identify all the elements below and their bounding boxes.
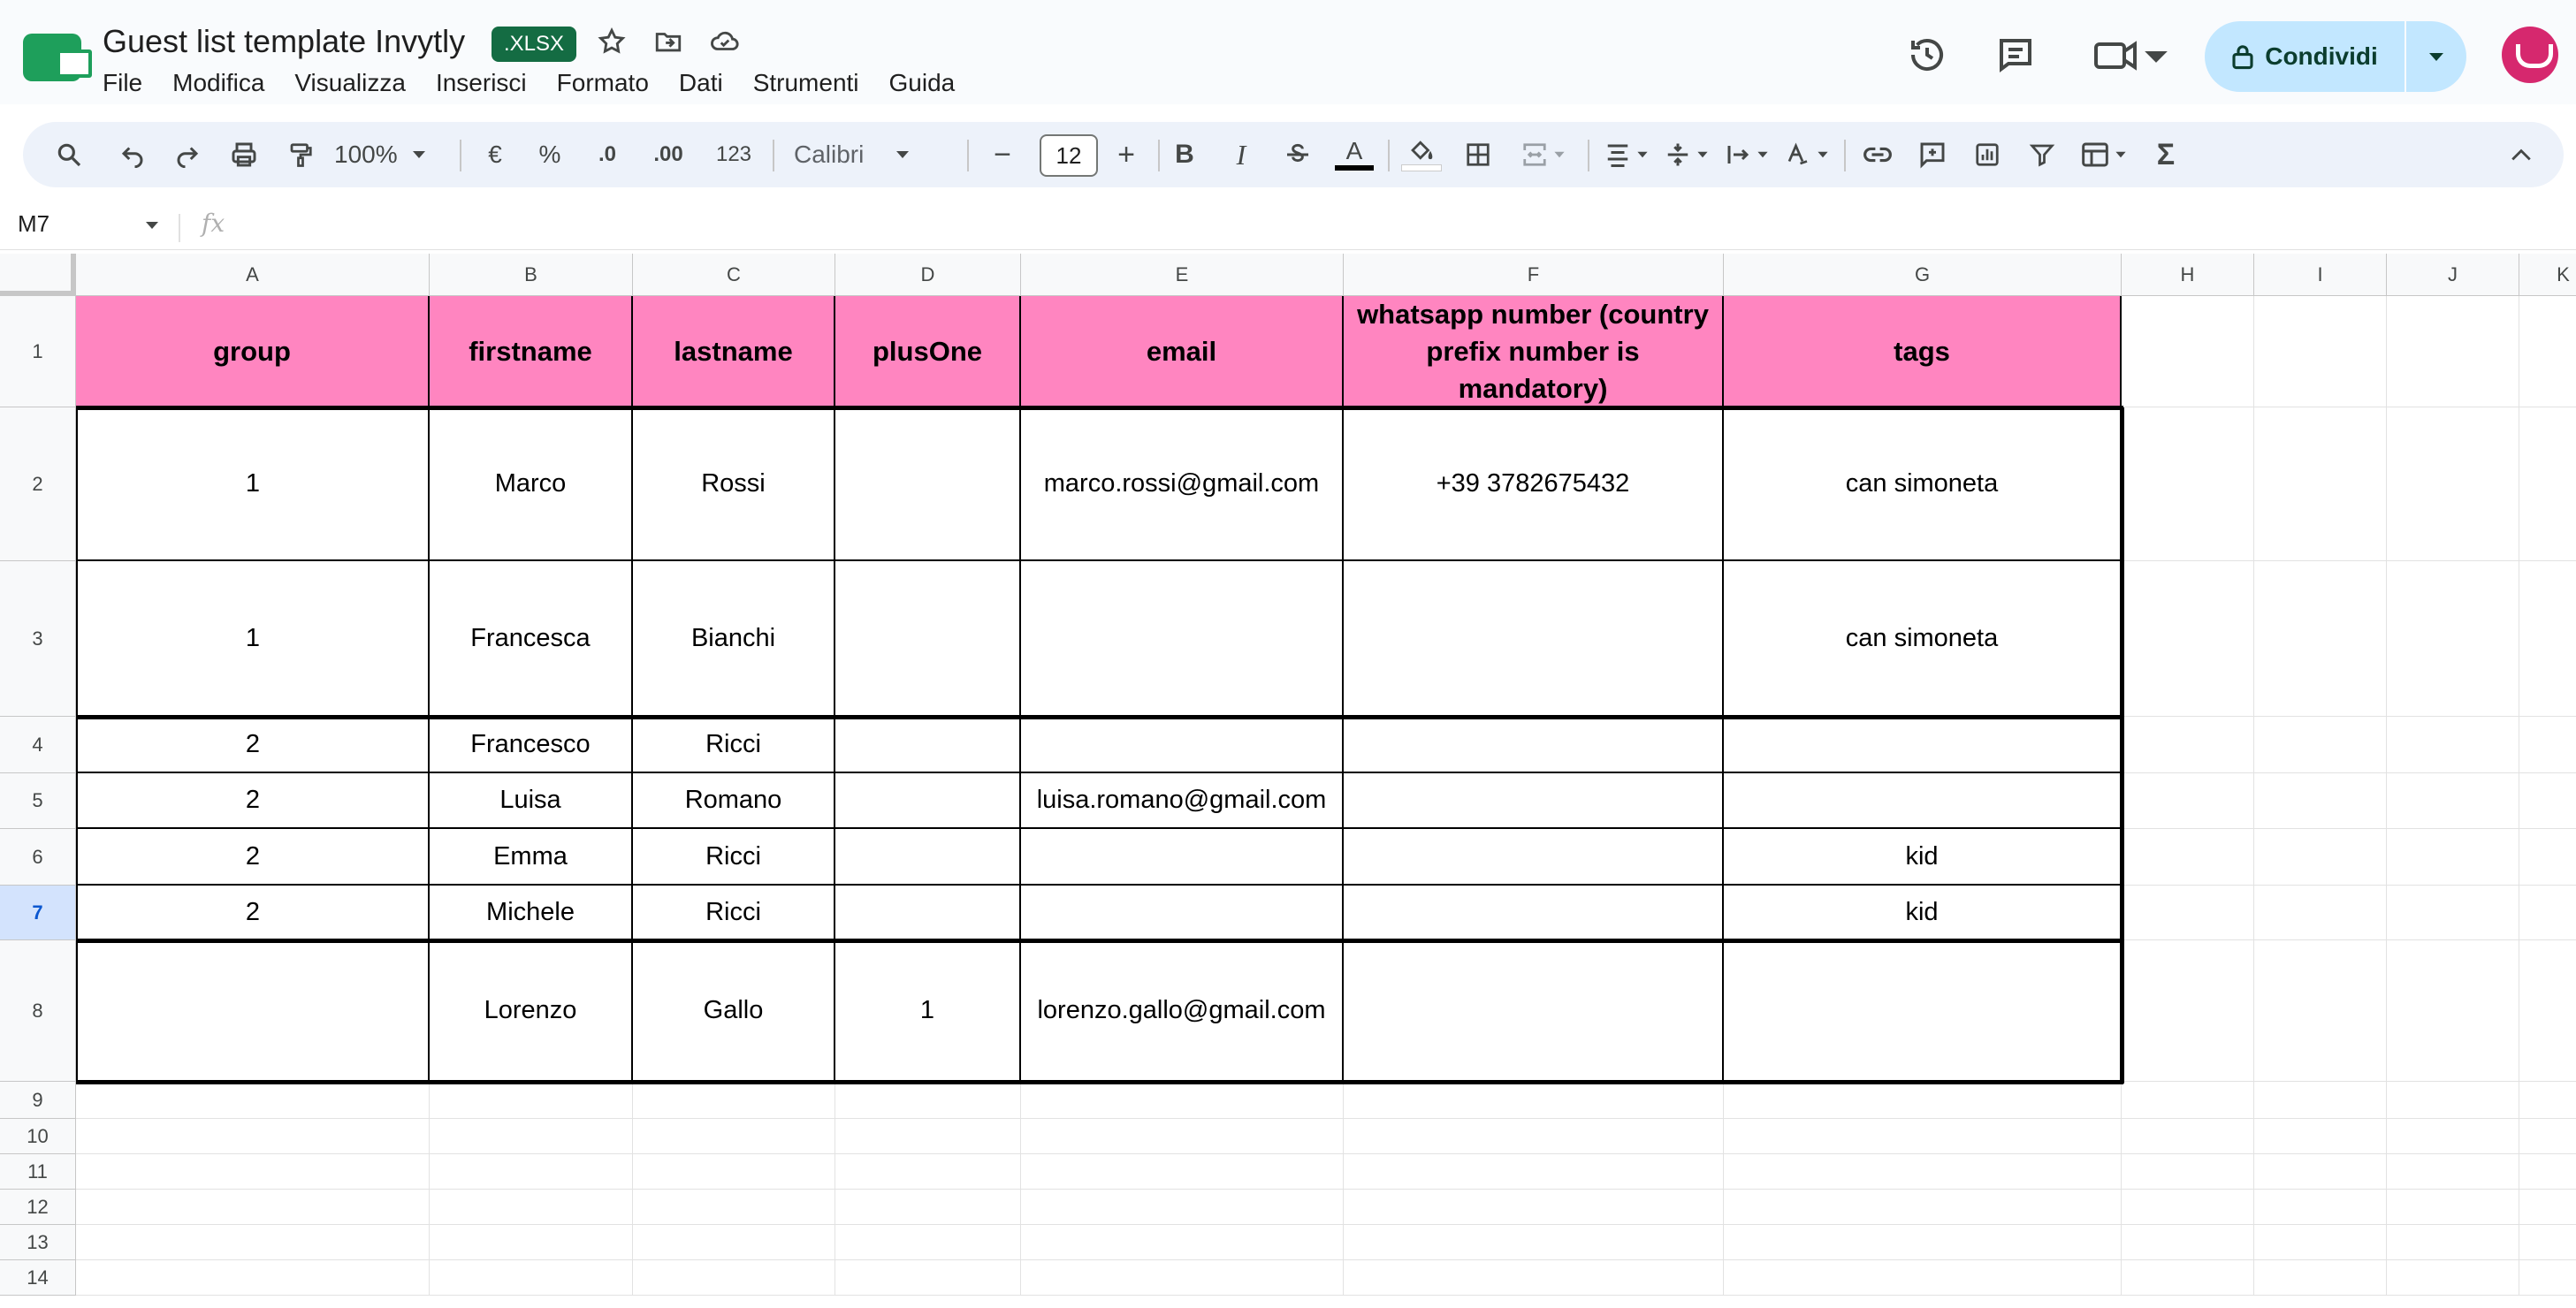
cell[interactable] bbox=[2122, 561, 2254, 717]
cell[interactable] bbox=[2254, 940, 2387, 1082]
cell[interactable] bbox=[2519, 886, 2576, 940]
row-header-14[interactable]: 14 bbox=[0, 1260, 76, 1296]
cell[interactable] bbox=[2122, 1154, 2254, 1190]
cell[interactable] bbox=[2387, 296, 2519, 407]
cell[interactable] bbox=[2519, 1082, 2576, 1119]
cell[interactable] bbox=[1021, 1082, 1344, 1119]
column-header-g[interactable]: G bbox=[1724, 254, 2122, 296]
cell[interactable] bbox=[1344, 1154, 1724, 1190]
cell[interactable] bbox=[2519, 717, 2576, 773]
toolbar-divider bbox=[1158, 140, 1160, 171]
data-cell[interactable] bbox=[1344, 561, 1724, 717]
cloud-saved-icon[interactable] bbox=[707, 27, 743, 62]
cell[interactable] bbox=[2122, 1082, 2254, 1119]
header-cell-g[interactable]: tags bbox=[1724, 296, 2122, 407]
cell[interactable] bbox=[2519, 561, 2576, 717]
vertical-align-button[interactable] bbox=[1657, 122, 1717, 187]
header-cell-c[interactable]: lastname bbox=[633, 296, 835, 407]
cell[interactable] bbox=[1724, 1225, 2122, 1260]
toolbar-divider bbox=[773, 140, 774, 171]
row-header-8[interactable]: 8 bbox=[0, 940, 76, 1082]
data-cell[interactable] bbox=[835, 407, 1021, 561]
cell[interactable] bbox=[2122, 829, 2254, 886]
font-size-increase-button[interactable]: + bbox=[1117, 137, 1135, 171]
vertical-align-icon bbox=[1665, 141, 1691, 168]
data-cell[interactable]: Michele bbox=[430, 886, 633, 940]
text-rotation-icon bbox=[1785, 141, 1811, 168]
cell[interactable] bbox=[2122, 1225, 2254, 1260]
column-header-e[interactable]: E bbox=[1021, 254, 1344, 296]
data-cell[interactable]: 1 bbox=[76, 561, 430, 717]
cell[interactable] bbox=[1724, 1260, 2122, 1296]
menu-view[interactable]: Visualizza bbox=[294, 69, 406, 96]
cell[interactable] bbox=[2254, 1190, 2387, 1225]
data-cell[interactable]: 1 bbox=[76, 407, 430, 561]
data-cell[interactable]: Gallo bbox=[633, 940, 835, 1082]
cell[interactable] bbox=[430, 1119, 633, 1154]
share-button-group bbox=[2205, 21, 2466, 92]
column-header-b[interactable]: B bbox=[430, 254, 633, 296]
column-header-k[interactable]: K bbox=[2519, 254, 2576, 296]
cell[interactable] bbox=[1724, 1119, 2122, 1154]
data-cell[interactable] bbox=[1021, 886, 1344, 940]
group-border bbox=[76, 715, 2123, 719]
cell[interactable] bbox=[1724, 1190, 2122, 1225]
cell[interactable] bbox=[76, 1190, 430, 1225]
cell[interactable] bbox=[2122, 940, 2254, 1082]
cell[interactable] bbox=[2122, 1190, 2254, 1225]
print-icon[interactable] bbox=[223, 122, 265, 187]
cell[interactable] bbox=[2387, 1119, 2519, 1154]
cell[interactable] bbox=[633, 1225, 835, 1260]
font-family-select[interactable] bbox=[794, 122, 953, 187]
cell[interactable] bbox=[2519, 1154, 2576, 1190]
header-cell-e[interactable]: email bbox=[1021, 296, 1344, 407]
toolbar-divider bbox=[967, 140, 969, 171]
cell[interactable] bbox=[2519, 1260, 2576, 1296]
cell[interactable] bbox=[2254, 1154, 2387, 1190]
text-color-swatch bbox=[1335, 165, 1374, 171]
avatar[interactable] bbox=[2502, 27, 2558, 83]
data-cell[interactable]: kid bbox=[1724, 886, 2122, 940]
data-cell[interactable] bbox=[835, 773, 1021, 829]
text-wrapping-button[interactable] bbox=[1717, 122, 1777, 187]
data-cell[interactable]: luisa.romano@gmail.com bbox=[1021, 773, 1344, 829]
cell[interactable] bbox=[430, 1082, 633, 1119]
cell[interactable] bbox=[2122, 717, 2254, 773]
caret-down-icon bbox=[1553, 151, 1566, 158]
cell[interactable] bbox=[76, 1225, 430, 1260]
undo-icon[interactable] bbox=[111, 122, 154, 187]
cell[interactable] bbox=[2387, 886, 2519, 940]
row-header-10[interactable]: 10 bbox=[0, 1119, 76, 1154]
merge-cells-button[interactable] bbox=[1512, 122, 1575, 187]
search-menus-icon[interactable] bbox=[48, 122, 90, 187]
horizontal-align-button[interactable] bbox=[1597, 122, 1657, 187]
insert-link-icon[interactable] bbox=[1856, 122, 1899, 187]
cell[interactable] bbox=[1724, 1154, 2122, 1190]
header-cell-f[interactable]: whatsapp number (country prefix number is mandatory) bbox=[1344, 296, 1724, 407]
data-cell[interactable] bbox=[1021, 829, 1344, 886]
cell[interactable] bbox=[430, 1154, 633, 1190]
menu-file[interactable]: File bbox=[103, 69, 143, 96]
cell[interactable] bbox=[2387, 1154, 2519, 1190]
table-right-border bbox=[2120, 407, 2124, 1084]
data-cell[interactable] bbox=[1344, 717, 1724, 773]
header-cell-a[interactable]: group bbox=[76, 296, 430, 407]
cell[interactable] bbox=[2254, 407, 2387, 561]
data-cell[interactable] bbox=[1724, 940, 2122, 1082]
comments-icon[interactable] bbox=[1994, 34, 2040, 80]
cell[interactable] bbox=[1344, 1119, 1724, 1154]
formula-input[interactable] bbox=[248, 205, 2564, 249]
cell[interactable] bbox=[1344, 1082, 1724, 1119]
data-cell[interactable] bbox=[1344, 773, 1724, 829]
cell[interactable] bbox=[835, 1154, 1021, 1190]
cell[interactable] bbox=[2254, 717, 2387, 773]
data-cell[interactable] bbox=[1344, 886, 1724, 940]
group-border bbox=[76, 939, 2123, 943]
increase-decimals-label: .00 bbox=[653, 142, 683, 166]
cell[interactable] bbox=[2254, 296, 2387, 407]
cell[interactable] bbox=[2254, 829, 2387, 886]
cell[interactable] bbox=[633, 1082, 835, 1119]
data-cell[interactable]: can simoneta bbox=[1724, 561, 2122, 717]
data-cell[interactable]: kid bbox=[1724, 829, 2122, 886]
row-header-6[interactable]: 6 bbox=[0, 829, 76, 886]
cell[interactable] bbox=[2254, 1119, 2387, 1154]
cell[interactable] bbox=[835, 1225, 1021, 1260]
cell[interactable] bbox=[2387, 1260, 2519, 1296]
zoom-value: 100% bbox=[334, 141, 398, 168]
borders-icon[interactable] bbox=[1457, 122, 1499, 187]
row-header-7[interactable]: 7 bbox=[0, 886, 76, 940]
spreadsheet-grid[interactable] bbox=[0, 254, 2576, 1308]
cell[interactable] bbox=[2254, 886, 2387, 940]
cell[interactable] bbox=[2387, 561, 2519, 717]
formula-divider bbox=[179, 214, 180, 242]
data-cell[interactable]: 2 bbox=[76, 886, 430, 940]
cell[interactable] bbox=[1021, 1260, 1344, 1296]
data-cell[interactable]: marco.rossi@gmail.com bbox=[1021, 407, 1344, 561]
menu-insert[interactable]: Inserisci bbox=[435, 69, 527, 96]
filter-icon[interactable] bbox=[2021, 122, 2063, 187]
paint-bucket-icon bbox=[1408, 138, 1435, 163]
row-header-5[interactable]: 5 bbox=[0, 773, 76, 829]
cell[interactable] bbox=[2519, 296, 2576, 407]
paint-format-icon[interactable] bbox=[279, 122, 322, 187]
zoom-select[interactable] bbox=[334, 122, 440, 187]
merge-cells-icon bbox=[1521, 141, 1548, 168]
select-all-corner[interactable] bbox=[0, 254, 76, 296]
data-cell[interactable]: 2 bbox=[76, 829, 430, 886]
decrease-decimals-button[interactable] bbox=[585, 122, 629, 187]
cell[interactable] bbox=[2122, 296, 2254, 407]
toolbar-divider bbox=[1588, 140, 1589, 171]
text-color-letter: A bbox=[1345, 137, 1363, 164]
data-cell[interactable] bbox=[1344, 940, 1724, 1082]
data-cell[interactable]: Ricci bbox=[633, 886, 835, 940]
cell[interactable] bbox=[633, 1119, 835, 1154]
fx-label: fx bbox=[202, 209, 225, 238]
column-header-i[interactable]: I bbox=[2254, 254, 2387, 296]
menu-tools[interactable]: Strumenti bbox=[752, 69, 859, 96]
cell[interactable] bbox=[2519, 1190, 2576, 1225]
caret-down-icon bbox=[2115, 151, 2127, 158]
currency-format-button[interactable]: € bbox=[488, 141, 502, 168]
cell[interactable] bbox=[1021, 1119, 1344, 1154]
data-cell[interactable]: Luisa bbox=[430, 773, 633, 829]
move-folder-icon[interactable] bbox=[651, 27, 686, 62]
file-format-badge: .XLSX bbox=[492, 27, 576, 62]
font-size-decrease-button[interactable]: − bbox=[994, 137, 1011, 171]
group-border bbox=[76, 1080, 2123, 1084]
row-header-3[interactable]: 3 bbox=[0, 561, 76, 717]
row-header-2[interactable]: 2 bbox=[0, 407, 76, 561]
caret-down-icon bbox=[1696, 151, 1709, 158]
text-color-button[interactable] bbox=[1333, 122, 1376, 187]
group-border bbox=[76, 406, 2123, 410]
cell[interactable] bbox=[76, 1082, 430, 1119]
bold-button[interactable]: B bbox=[1175, 140, 1194, 169]
text-wrap-icon bbox=[1725, 141, 1751, 168]
share-button[interactable] bbox=[2205, 21, 2405, 92]
data-cell[interactable]: Francesca bbox=[430, 561, 633, 717]
column-header-f[interactable]: F bbox=[1344, 254, 1724, 296]
data-cell[interactable]: Lorenzo bbox=[430, 940, 633, 1082]
fill-color-swatch bbox=[1401, 164, 1442, 171]
row-header-13[interactable]: 13 bbox=[0, 1225, 76, 1260]
caret-down-icon bbox=[412, 150, 426, 159]
caret-down-icon[interactable] bbox=[145, 221, 159, 230]
fill-color-button[interactable] bbox=[1400, 122, 1443, 187]
cell[interactable] bbox=[633, 1260, 835, 1296]
cell[interactable] bbox=[633, 1190, 835, 1225]
cell[interactable] bbox=[1344, 1225, 1724, 1260]
strikethrough-icon[interactable] bbox=[1277, 122, 1319, 187]
data-cell[interactable] bbox=[1344, 829, 1724, 886]
column-header-j[interactable]: J bbox=[2387, 254, 2519, 296]
align-center-icon bbox=[1604, 142, 1631, 167]
cell[interactable] bbox=[430, 1225, 633, 1260]
cell[interactable] bbox=[2122, 1119, 2254, 1154]
top-bar bbox=[0, 0, 2576, 104]
data-cell[interactable] bbox=[76, 940, 430, 1082]
row-header-1[interactable]: 1 bbox=[0, 296, 76, 407]
cell[interactable] bbox=[2254, 1082, 2387, 1119]
cell[interactable] bbox=[835, 1082, 1021, 1119]
cell[interactable] bbox=[1344, 1260, 1724, 1296]
data-cell[interactable]: Francesco bbox=[430, 717, 633, 773]
data-cell[interactable] bbox=[1021, 717, 1344, 773]
data-cell[interactable]: Ricci bbox=[633, 829, 835, 886]
cell[interactable] bbox=[1344, 1190, 1724, 1225]
caret-down-icon bbox=[1636, 151, 1649, 158]
menu-format[interactable]: Formato bbox=[556, 69, 649, 96]
data-cell[interactable]: lorenzo.gallo@gmail.com bbox=[1021, 940, 1344, 1082]
cell[interactable] bbox=[2122, 407, 2254, 561]
data-cell[interactable]: Bianchi bbox=[633, 561, 835, 717]
data-cell[interactable]: Romano bbox=[633, 773, 835, 829]
cell[interactable] bbox=[835, 1260, 1021, 1296]
share-dropdown-button[interactable] bbox=[2406, 21, 2466, 92]
cell[interactable] bbox=[2387, 829, 2519, 886]
cell[interactable] bbox=[2387, 717, 2519, 773]
lock-icon bbox=[2231, 43, 2254, 70]
text-rotation-button[interactable] bbox=[1777, 122, 1837, 187]
cell[interactable] bbox=[1021, 1154, 1344, 1190]
toolbar-divider bbox=[1844, 140, 1846, 171]
formula-bar bbox=[0, 205, 2576, 250]
data-cell[interactable] bbox=[835, 561, 1021, 717]
data-cell[interactable] bbox=[1724, 773, 2122, 829]
font-size-input[interactable]: 12 bbox=[1040, 134, 1098, 177]
collapse-toolbar-icon[interactable] bbox=[2500, 122, 2542, 187]
row-header-12[interactable]: 12 bbox=[0, 1190, 76, 1225]
font-family-value: Calibri bbox=[794, 141, 865, 168]
name-box[interactable]: M7 bbox=[18, 210, 50, 237]
cell[interactable] bbox=[2519, 940, 2576, 1082]
cell[interactable] bbox=[2387, 1082, 2519, 1119]
data-cell[interactable]: 2 bbox=[76, 717, 430, 773]
data-cell[interactable]: 1 bbox=[835, 940, 1021, 1082]
toolbar-divider bbox=[460, 140, 461, 171]
cell[interactable] bbox=[835, 1190, 1021, 1225]
data-cell[interactable]: 2 bbox=[76, 773, 430, 829]
cell[interactable] bbox=[2519, 829, 2576, 886]
sheets-logo-icon[interactable] bbox=[23, 34, 81, 81]
cell[interactable] bbox=[1021, 1190, 1344, 1225]
functions-button[interactable]: Σ bbox=[2156, 137, 2176, 171]
caret-down-icon bbox=[896, 150, 910, 159]
data-cell[interactable] bbox=[1021, 561, 1344, 717]
row-header-11[interactable]: 11 bbox=[0, 1154, 76, 1190]
number-format-button[interactable]: 123 bbox=[715, 142, 752, 166]
cell[interactable] bbox=[2254, 1260, 2387, 1296]
cell[interactable] bbox=[2387, 407, 2519, 561]
cell[interactable] bbox=[2519, 1225, 2576, 1260]
filter-views-icon bbox=[2081, 141, 2109, 168]
column-header-d[interactable]: D bbox=[835, 254, 1021, 296]
cell[interactable] bbox=[76, 1260, 430, 1296]
caret-down-icon bbox=[2427, 51, 2445, 62]
share-label: Condividi bbox=[2265, 42, 2378, 70]
increase-decimals-button[interactable] bbox=[642, 122, 695, 187]
cell[interactable] bbox=[2387, 773, 2519, 829]
document-title[interactable]: Guest list template Invytly bbox=[103, 23, 466, 59]
toolbar-divider bbox=[1388, 140, 1390, 171]
header-cell-d[interactable]: plusOne bbox=[835, 296, 1021, 407]
insert-comment-icon[interactable] bbox=[1911, 122, 1954, 187]
cell[interactable] bbox=[2519, 407, 2576, 561]
data-cell[interactable] bbox=[835, 886, 1021, 940]
data-cell[interactable]: can simoneta bbox=[1724, 407, 2122, 561]
data-cell[interactable]: Emma bbox=[430, 829, 633, 886]
data-cell[interactable] bbox=[835, 829, 1021, 886]
cell[interactable] bbox=[430, 1260, 633, 1296]
cell[interactable] bbox=[2254, 773, 2387, 829]
cell[interactable] bbox=[2387, 1225, 2519, 1260]
cell[interactable] bbox=[430, 1190, 633, 1225]
header-cell-b[interactable]: firstname bbox=[430, 296, 633, 407]
row-header-4[interactable]: 4 bbox=[0, 717, 76, 773]
menu-bar bbox=[103, 69, 955, 101]
caret-down-icon bbox=[1757, 151, 1769, 158]
percent-format-button[interactable]: % bbox=[538, 141, 561, 168]
redo-icon[interactable] bbox=[166, 122, 209, 187]
cell[interactable] bbox=[1021, 1225, 1344, 1260]
cell[interactable] bbox=[2387, 940, 2519, 1082]
cell[interactable] bbox=[2122, 773, 2254, 829]
data-cell[interactable] bbox=[1724, 717, 2122, 773]
cell[interactable] bbox=[76, 1119, 430, 1154]
data-cell[interactable]: Ricci bbox=[633, 717, 835, 773]
cell[interactable] bbox=[633, 1154, 835, 1190]
cell[interactable] bbox=[76, 1154, 430, 1190]
column-header-c[interactable]: C bbox=[633, 254, 835, 296]
menu-edit[interactable]: Modifica bbox=[172, 69, 265, 96]
toolbar bbox=[23, 122, 2564, 187]
column-header-a[interactable]: A bbox=[76, 254, 430, 296]
meet-video-icon[interactable] bbox=[2092, 34, 2171, 80]
cell[interactable] bbox=[2122, 886, 2254, 940]
data-cell[interactable] bbox=[835, 717, 1021, 773]
cell[interactable] bbox=[2122, 1260, 2254, 1296]
column-header-h[interactable]: H bbox=[2122, 254, 2254, 296]
data-cell[interactable]: +39 3782675432 bbox=[1344, 407, 1724, 561]
italic-button[interactable]: I bbox=[1236, 138, 1246, 171]
caret-down-icon bbox=[1817, 151, 1829, 158]
row-header-9[interactable]: 9 bbox=[0, 1082, 76, 1119]
cell[interactable] bbox=[2254, 561, 2387, 717]
cell[interactable] bbox=[2519, 1119, 2576, 1154]
cell[interactable] bbox=[2519, 773, 2576, 829]
cell[interactable] bbox=[2387, 1190, 2519, 1225]
filter-views-button[interactable] bbox=[2074, 122, 2134, 187]
decrease-decimals-label: .0 bbox=[598, 142, 616, 166]
menu-help[interactable]: Guida bbox=[888, 69, 956, 96]
menu-data[interactable]: Dati bbox=[678, 69, 723, 96]
data-cell[interactable]: Marco bbox=[430, 407, 633, 561]
cell[interactable] bbox=[835, 1119, 1021, 1154]
cell[interactable] bbox=[2254, 1225, 2387, 1260]
cell[interactable] bbox=[1724, 1082, 2122, 1119]
version-history-icon[interactable] bbox=[1906, 34, 1952, 80]
insert-chart-icon[interactable] bbox=[1966, 122, 2008, 187]
data-cell[interactable]: Rossi bbox=[633, 407, 835, 561]
star-icon[interactable] bbox=[594, 27, 629, 62]
